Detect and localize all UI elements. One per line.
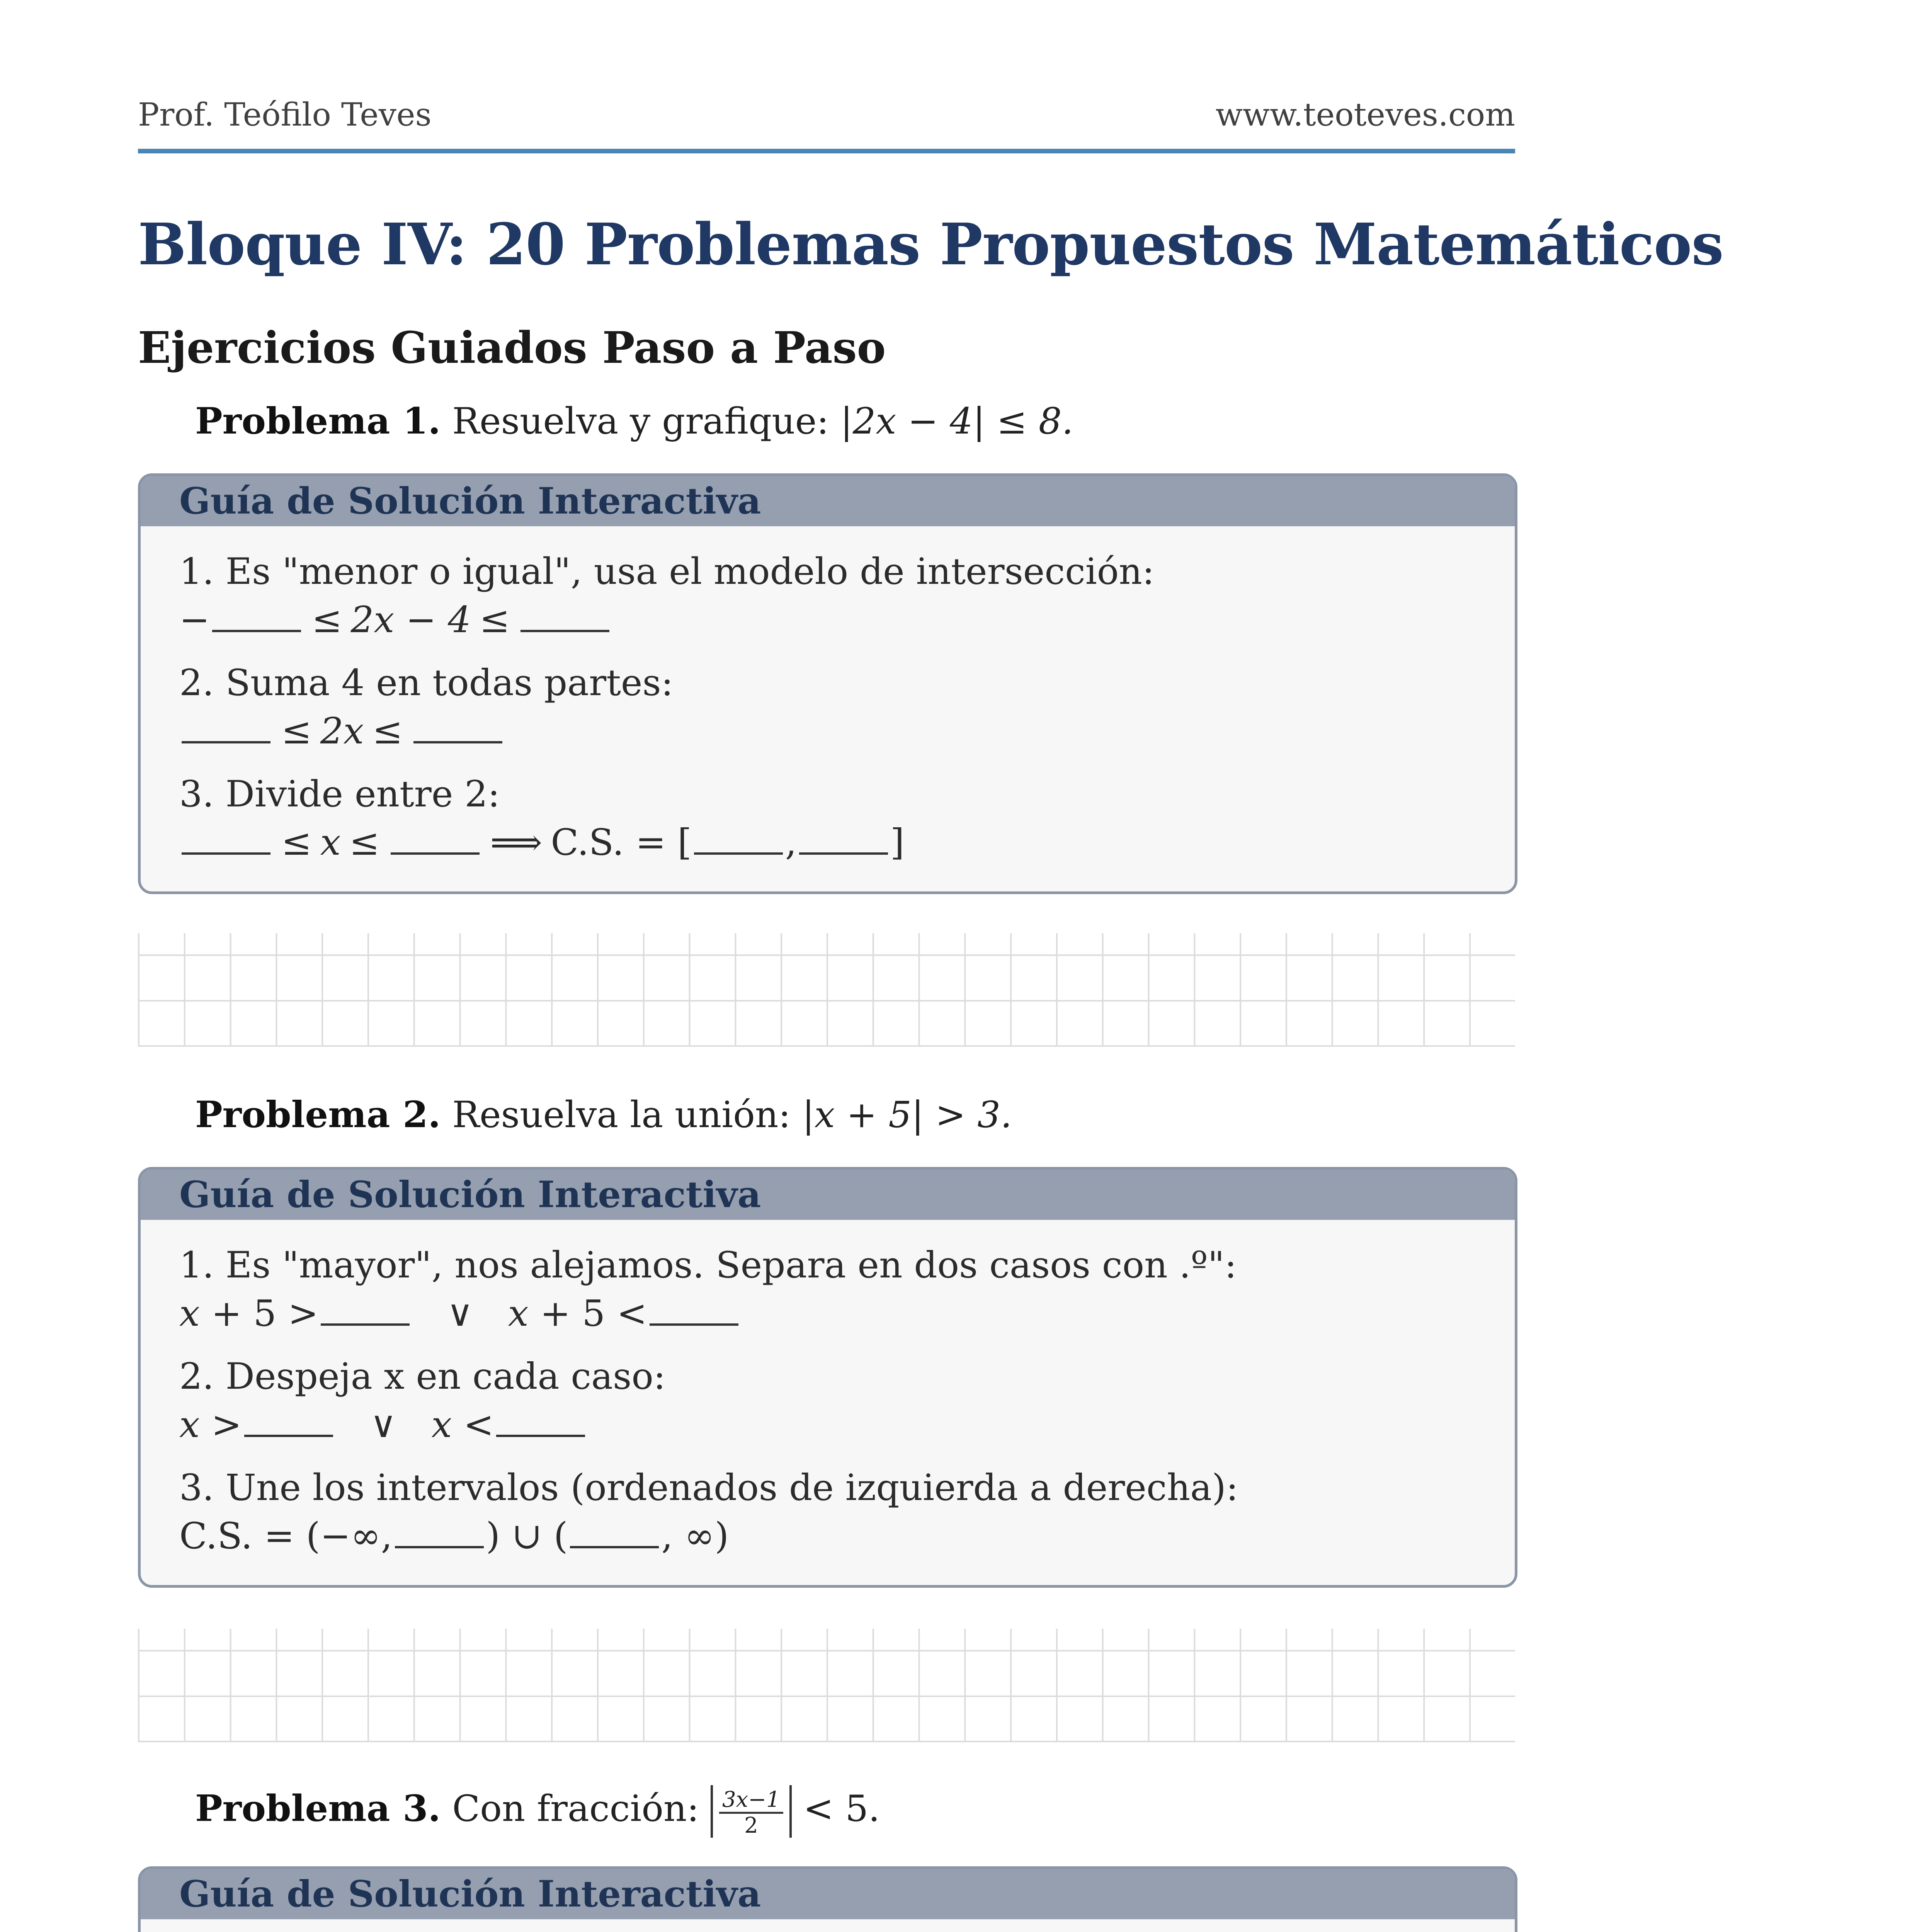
answer-blank[interactable] [182,845,270,855]
step-math: ≤ 2x ≤ [179,707,1476,755]
step-math: x > ∨ x < [179,1401,1476,1449]
guide-box-2-title: Guía de Solución Interactiva [141,1170,1515,1220]
section-title: Ejercicios Guiados Paso a Paso [138,323,886,373]
problem-2-step-3 [179,1464,1476,1560]
guide-box-2 [138,1167,1517,1588]
guide-box-3 [138,1866,1517,1932]
answer-blank[interactable] [799,845,888,855]
step-text: 3. Une los intervalos (ordenados de izquierda a derecha): [179,1467,1238,1509]
problem-2-label: Problema 2. [195,1094,441,1136]
problem-2-step-2 [179,1352,1476,1449]
answer-blank[interactable] [244,1427,333,1437]
step-math: x + 5 > ∨ x + 5 < [179,1289,1476,1338]
problem-1-step-2 [179,659,1476,755]
step-math: C.S. = (−∞, ) ∪ ( , ∞) [179,1515,729,1557]
header-author: Prof. Teófilo Teves [138,97,432,133]
answer-blank[interactable] [413,733,502,743]
guide-box-3-title: Guía de Solución Interactiva [141,1869,1515,1919]
problem-3-abs-expression [711,1785,792,1838]
step-math: − ≤ 2x − 4 ≤ [179,596,1476,644]
guide-box-1-title: Guía de Solución Interactiva [141,476,1515,526]
step-text: 2. Despeja x en cada caso: [179,1355,666,1398]
answer-blank[interactable] [650,1316,738,1326]
step-text: 1. Es "menor o igual", usa el modelo de intersección: [179,551,1155,593]
header-website[interactable]: www.teoteves.com [1215,97,1515,133]
step-text: 3. Divide entre 2: [179,773,500,815]
problem-3-expression-tail: < 5. [803,1787,880,1830]
answer-blank[interactable] [391,845,480,855]
answer-blank[interactable] [395,1538,484,1548]
page-title: Bloque IV: 20 Problemas Propuestos Matemáticos [138,211,1723,278]
answer-blank[interactable] [212,622,301,632]
answer-blank[interactable] [321,1316,410,1326]
problem-3-statement [195,1785,880,1838]
answer-blank[interactable] [520,622,609,632]
workspace-grid-2[interactable] [138,1629,1515,1742]
step-text: 2. Suma 4 en todas partes: [179,662,674,704]
fraction-denominator: 2 [744,1813,758,1838]
problem-2-statement [195,1094,1012,1136]
problem-3-label: Problema 3. [195,1787,441,1830]
problem-1-text: Resuelva y grafique: [452,400,829,442]
answer-blank[interactable] [570,1538,659,1548]
answer-blank[interactable] [694,845,783,855]
step-math: ≤ x ≤ ⟹ C.S. = [ , ] [179,818,1476,867]
problem-1-statement [195,400,1073,442]
answer-blank[interactable] [182,733,270,743]
answer-blank[interactable] [496,1427,585,1437]
problem-1-label: Problema 1. [195,400,441,442]
problem-3-text: Con fracción: [452,1787,699,1830]
workspace-grid-1[interactable] [138,933,1515,1047]
header-rule [138,149,1515,153]
fraction-numerator: 3x−1 [719,1788,783,1814]
problem-2-expression: |x + 5| > 3. [802,1094,1012,1136]
step-text: 1. Es "mayor", nos alejamos. Separa en dos casos con .º": [179,1244,1237,1286]
problem-1-expression: |2x − 4| ≤ 8. [840,400,1073,442]
problem-1-step-3 [179,770,1476,867]
problem-2-step-1 [179,1241,1476,1338]
guide-box-1 [138,473,1517,894]
problem-1-step-1 [179,548,1476,644]
problem-2-text: Resuelva la unión: [452,1094,791,1136]
